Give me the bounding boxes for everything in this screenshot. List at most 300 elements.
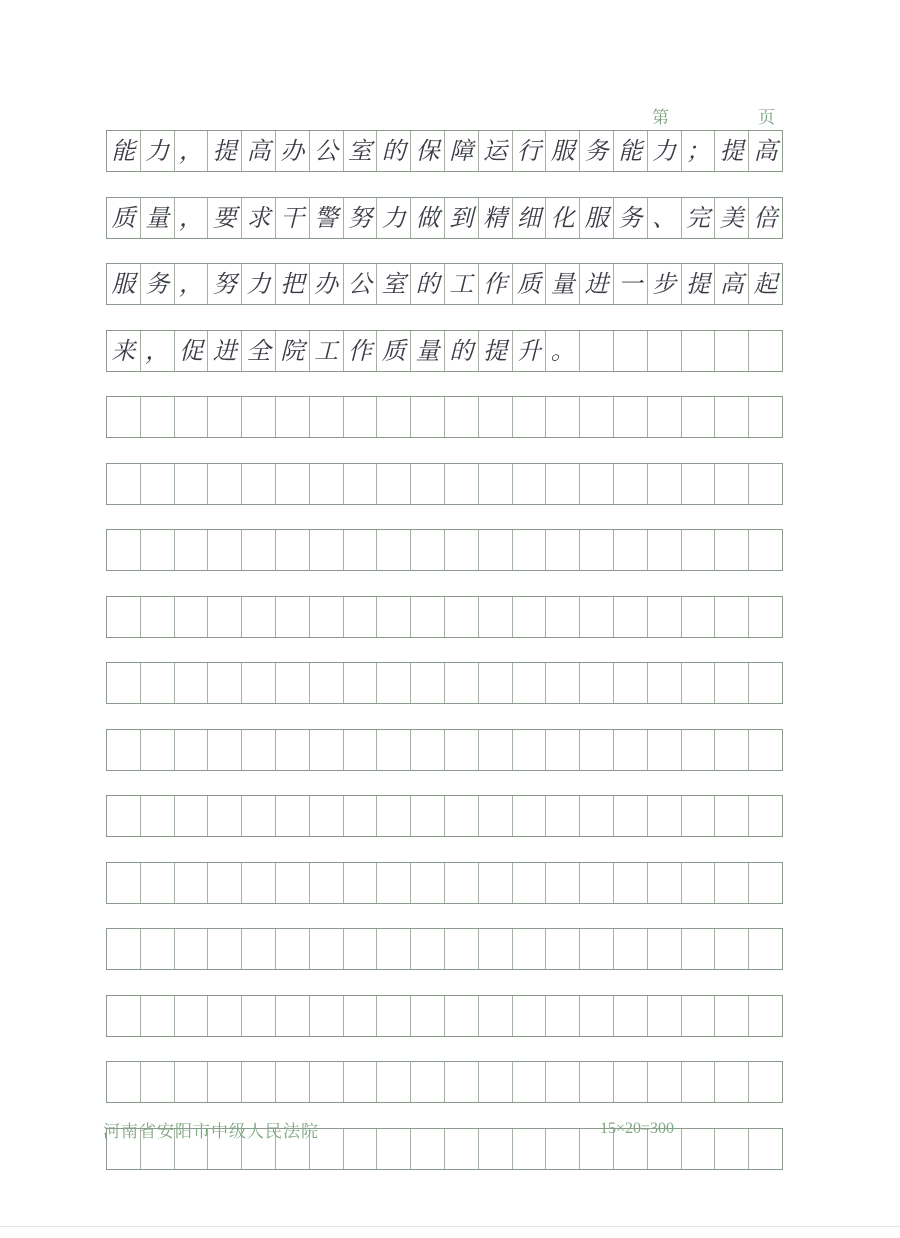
grid-cell xyxy=(377,464,411,504)
grid-cell xyxy=(377,730,411,770)
grid-cell xyxy=(411,796,445,836)
grid-cell xyxy=(411,397,445,437)
grid-cell xyxy=(310,530,344,570)
grid-cell xyxy=(546,530,580,570)
grid-cell xyxy=(208,730,242,770)
grid-row xyxy=(106,995,783,1037)
grid-cell xyxy=(107,1062,141,1102)
grid-cell xyxy=(445,1129,479,1169)
grid-cell xyxy=(749,929,782,969)
grid-cell: 促 xyxy=(175,331,209,371)
grid-cell xyxy=(715,863,749,903)
grid-cell xyxy=(513,464,547,504)
grid-cell xyxy=(141,730,175,770)
grid-cell xyxy=(276,863,310,903)
grid-cell xyxy=(310,796,344,836)
grid-cell xyxy=(208,863,242,903)
grid-cell xyxy=(141,397,175,437)
grid-cell xyxy=(411,530,445,570)
grid-cell: ， xyxy=(141,331,175,371)
grid-cell: 室 xyxy=(377,264,411,304)
grid-cell: 完 xyxy=(682,198,716,238)
grid-row xyxy=(106,729,783,771)
grid-cell: 提 xyxy=(682,264,716,304)
grid-cell xyxy=(580,464,614,504)
grid-cell xyxy=(377,996,411,1036)
grid-cell xyxy=(614,929,648,969)
grid-cell: 提 xyxy=(208,131,242,171)
grid-cell xyxy=(614,1062,648,1102)
grid-cell xyxy=(242,929,276,969)
grid-cell xyxy=(344,663,378,703)
grid-cell: 一 xyxy=(614,264,648,304)
grid-row xyxy=(106,197,783,239)
grid-cell xyxy=(411,863,445,903)
grid-cell: 倍 xyxy=(753,204,778,232)
grid-cell: 务 xyxy=(580,131,614,171)
grid-cell xyxy=(377,1129,411,1169)
grid-cell xyxy=(580,796,614,836)
grid-cell xyxy=(141,597,175,637)
grid-row xyxy=(106,396,783,438)
grid-cell xyxy=(141,1062,175,1102)
grid-cell: 进 xyxy=(580,264,614,304)
grid-cell xyxy=(344,1062,378,1102)
grid-cell xyxy=(107,530,141,570)
grid-cell xyxy=(175,464,209,504)
grid-cell xyxy=(580,1062,614,1102)
grid-cell: 院 xyxy=(276,331,310,371)
grid-cell: 努 xyxy=(208,264,242,304)
grid-cell xyxy=(513,796,547,836)
grid-cell: 来 xyxy=(107,331,141,371)
grid-cell xyxy=(749,996,782,1036)
grid-cell xyxy=(377,929,411,969)
grid-cell xyxy=(242,863,276,903)
grid-cell xyxy=(479,996,513,1036)
grid-cell xyxy=(682,663,716,703)
grid-cell xyxy=(580,663,614,703)
grid-cell xyxy=(175,996,209,1036)
grid-cell xyxy=(276,796,310,836)
grid-cell: 作 xyxy=(479,264,513,304)
grid-cell xyxy=(614,331,648,371)
grid-cell xyxy=(715,796,749,836)
grid-row xyxy=(106,529,783,571)
grid-cell xyxy=(715,929,749,969)
grid-cell xyxy=(648,796,682,836)
grid-cell xyxy=(546,1129,580,1169)
grid-cell xyxy=(276,464,310,504)
grid-cell xyxy=(445,663,479,703)
grid-cell xyxy=(175,863,209,903)
grid-cell xyxy=(580,863,614,903)
grid-cell xyxy=(411,996,445,1036)
grid-cell: 升 xyxy=(513,331,547,371)
grid-cell xyxy=(276,996,310,1036)
grid-cell xyxy=(175,1062,209,1102)
page-number-prefix: 第 xyxy=(652,108,669,128)
grid-cell xyxy=(715,331,749,371)
grid-cell: 公 xyxy=(344,264,378,304)
grid-cell xyxy=(479,397,513,437)
grid-cell xyxy=(682,530,716,570)
grid-cell xyxy=(107,996,141,1036)
grid-cell: 起 xyxy=(753,270,778,298)
grid-cell xyxy=(107,597,141,637)
grid-cell: 化 xyxy=(546,198,580,238)
grid-cell xyxy=(242,464,276,504)
grid-cell xyxy=(107,663,141,703)
grid-cell xyxy=(107,863,141,903)
grid-cell: 高 xyxy=(242,131,276,171)
grid-cell xyxy=(715,530,749,570)
grid-cell xyxy=(445,996,479,1036)
grid-cell: 进 xyxy=(208,331,242,371)
grid-cell xyxy=(175,597,209,637)
grid-cell xyxy=(715,663,749,703)
grid-cell: 警 xyxy=(310,198,344,238)
grid-cell: 全 xyxy=(242,331,276,371)
grid-cell xyxy=(377,863,411,903)
grid-cell: 质 xyxy=(377,331,411,371)
grid-cell xyxy=(175,397,209,437)
grid-cell xyxy=(107,796,141,836)
grid-cell xyxy=(411,1129,445,1169)
grid-cell xyxy=(715,1062,749,1102)
grid-cell xyxy=(445,730,479,770)
grid-cell xyxy=(377,597,411,637)
grid-cell xyxy=(715,730,749,770)
grid-cell xyxy=(546,597,580,637)
grid-cell xyxy=(445,796,479,836)
grid-cell xyxy=(344,863,378,903)
grid-cell xyxy=(546,397,580,437)
page-edge-line xyxy=(0,1226,900,1227)
grid-cell xyxy=(208,397,242,437)
grid-cell: 能 xyxy=(614,131,648,171)
grid-row xyxy=(106,662,783,704)
grid-cell xyxy=(648,397,682,437)
grid-cell xyxy=(175,730,209,770)
grid-cell xyxy=(242,597,276,637)
grid-cell xyxy=(546,730,580,770)
grid-cell xyxy=(513,1062,547,1102)
grid-cell: 量 xyxy=(141,198,175,238)
grid-cell: 求 xyxy=(242,198,276,238)
grid-cell xyxy=(310,397,344,437)
grid-cell xyxy=(377,796,411,836)
grid-row xyxy=(106,463,783,505)
grid-cell xyxy=(479,1062,513,1102)
grid-cell xyxy=(107,730,141,770)
grid-cell xyxy=(141,796,175,836)
grid-cell xyxy=(513,929,547,969)
grid-cell xyxy=(141,863,175,903)
grid-cell xyxy=(648,863,682,903)
grid-cell: 的 xyxy=(377,131,411,171)
grid-cell xyxy=(445,597,479,637)
grid-cell xyxy=(411,663,445,703)
grid-cell: 提 xyxy=(715,131,749,171)
grid-cell xyxy=(479,796,513,836)
grid-cell xyxy=(580,530,614,570)
grid-cell xyxy=(614,397,648,437)
grid-cell xyxy=(513,863,547,903)
grid-cell xyxy=(479,530,513,570)
grid-row xyxy=(106,862,783,904)
grid-cell xyxy=(377,397,411,437)
grid-cell: 工 xyxy=(445,264,479,304)
grid-cell xyxy=(242,996,276,1036)
grid-cell: 障 xyxy=(445,131,479,171)
grid-cell xyxy=(276,1062,310,1102)
grid-cell xyxy=(445,464,479,504)
grid-cell xyxy=(749,863,782,903)
grid-cell xyxy=(208,464,242,504)
grid-cell xyxy=(208,929,242,969)
grid-cell xyxy=(648,730,682,770)
grid-cell: 的 xyxy=(411,264,445,304)
grid-cell xyxy=(513,597,547,637)
grid-cell xyxy=(715,1129,749,1169)
grid-cell xyxy=(344,464,378,504)
grid-cell xyxy=(377,530,411,570)
grid-cell xyxy=(513,730,547,770)
grid-cell xyxy=(749,730,782,770)
grid-cell: 务 xyxy=(141,264,175,304)
grid-cell xyxy=(344,730,378,770)
grid-cell xyxy=(141,929,175,969)
grid-cell xyxy=(749,663,782,703)
grid-cell: 办 xyxy=(310,264,344,304)
grid-cell xyxy=(344,530,378,570)
grid-cell: 办 xyxy=(276,131,310,171)
grid-cell xyxy=(242,530,276,570)
grid-cell: 。 xyxy=(546,331,580,371)
grid-cell xyxy=(310,597,344,637)
grid-cell xyxy=(749,530,782,570)
grid-cell xyxy=(580,996,614,1036)
grid-cell xyxy=(614,597,648,637)
grid-cell xyxy=(648,331,682,371)
grid-cell xyxy=(107,464,141,504)
grid-cell xyxy=(411,1062,445,1102)
grid-cell xyxy=(107,397,141,437)
grid-cell xyxy=(208,796,242,836)
grid-cell: 质 xyxy=(513,264,547,304)
grid-cell xyxy=(614,530,648,570)
grid-cell: 把 xyxy=(276,264,310,304)
grid-cell xyxy=(445,929,479,969)
grid-cell: 高 xyxy=(715,264,749,304)
grid-row xyxy=(106,130,783,172)
grid-row xyxy=(106,330,783,372)
grid-cell xyxy=(242,1062,276,1102)
grid-row xyxy=(106,928,783,970)
grid-cell xyxy=(344,597,378,637)
grid-cell xyxy=(513,1129,547,1169)
grid-cell xyxy=(682,1062,716,1102)
grid-cell xyxy=(141,530,175,570)
grid-cell xyxy=(479,663,513,703)
grid-cell xyxy=(546,464,580,504)
grid-cell xyxy=(682,331,716,371)
grid-cell: 力 xyxy=(141,131,175,171)
grid-cell xyxy=(479,730,513,770)
grid-cell: 运 xyxy=(479,131,513,171)
grid-cell xyxy=(682,597,716,637)
grid-cell xyxy=(546,996,580,1036)
grid-cell xyxy=(648,597,682,637)
grid-row xyxy=(106,795,783,837)
grid-cell: 服 xyxy=(107,264,141,304)
grid-cell xyxy=(546,796,580,836)
grid-cell: 的 xyxy=(445,331,479,371)
grid-cell xyxy=(242,730,276,770)
grid-cell: ， xyxy=(175,198,209,238)
grid-row xyxy=(106,596,783,638)
grid-cell xyxy=(749,597,782,637)
grid-cell xyxy=(276,597,310,637)
grid-cell: 细 xyxy=(513,198,547,238)
grid-cell xyxy=(242,397,276,437)
grid-cell xyxy=(580,730,614,770)
grid-cell xyxy=(141,663,175,703)
grid-cell: 能 xyxy=(107,131,141,171)
grid-cell: 室 xyxy=(344,131,378,171)
grid-cell xyxy=(682,796,716,836)
grid-cell xyxy=(715,397,749,437)
grid-cell xyxy=(682,397,716,437)
grid-cell xyxy=(749,1062,782,1102)
page-number-suffix: 页 xyxy=(758,108,775,128)
grid-cell: ， xyxy=(175,131,209,171)
grid-cell xyxy=(411,929,445,969)
grid-cell xyxy=(310,929,344,969)
grid-cell xyxy=(141,464,175,504)
grid-cell xyxy=(648,996,682,1036)
grid-cell xyxy=(344,796,378,836)
grid-cell xyxy=(682,730,716,770)
grid-cell xyxy=(513,530,547,570)
grid-cell: 力 xyxy=(648,131,682,171)
grid-cell xyxy=(208,996,242,1036)
grid-cell xyxy=(614,464,648,504)
grid-cell xyxy=(513,996,547,1036)
grid-cell: 美 xyxy=(715,198,749,238)
grid-cell: 质 xyxy=(107,198,141,238)
grid-cell xyxy=(715,464,749,504)
grid-cell xyxy=(276,530,310,570)
grid-cell: 干 xyxy=(276,198,310,238)
grid-cell: 服 xyxy=(546,131,580,171)
grid-cell xyxy=(344,929,378,969)
grid-cell xyxy=(749,796,782,836)
grid-cell xyxy=(749,1129,782,1169)
grid-cell xyxy=(648,929,682,969)
court-name: 河南省安阳市中级人民法院 xyxy=(103,1122,319,1142)
grid-cell: ， xyxy=(175,264,209,304)
grid-cell: 量 xyxy=(411,331,445,371)
grid-cell: 作 xyxy=(344,331,378,371)
grid-cell: 量 xyxy=(546,264,580,304)
grid-cell xyxy=(310,1062,344,1102)
grid-cell xyxy=(580,597,614,637)
grid-cell xyxy=(208,663,242,703)
grid-cell: 做 xyxy=(411,198,445,238)
grid-cell: 服 xyxy=(580,198,614,238)
grid-cell xyxy=(107,929,141,969)
grid-cell xyxy=(445,863,479,903)
grid-cell: 行 xyxy=(513,131,547,171)
grid-cell: 保 xyxy=(411,131,445,171)
grid-cell: 要 xyxy=(208,198,242,238)
grid-cell xyxy=(344,1129,378,1169)
grid-cell xyxy=(445,397,479,437)
grid-cell: 务 xyxy=(614,198,648,238)
grid-cell: 工 xyxy=(310,331,344,371)
grid-cell: 精 xyxy=(479,198,513,238)
grid-cell: 、 xyxy=(648,198,682,238)
grid-cell xyxy=(411,597,445,637)
grid-cell xyxy=(344,996,378,1036)
grid-cell xyxy=(310,730,344,770)
grid-cell xyxy=(749,397,782,437)
grid-cell: 到 xyxy=(445,198,479,238)
grid-cell xyxy=(614,796,648,836)
grid-spec: 15×20=300 xyxy=(600,1120,675,1137)
grid-cell xyxy=(276,397,310,437)
grid-cell xyxy=(310,863,344,903)
grid-cell xyxy=(276,663,310,703)
grid-cell: 公 xyxy=(310,131,344,171)
grid-cell xyxy=(344,397,378,437)
grid-cell xyxy=(276,730,310,770)
grid-cell xyxy=(546,663,580,703)
grid-cell xyxy=(445,1062,479,1102)
grid-cell xyxy=(513,397,547,437)
grid-cell xyxy=(479,863,513,903)
grid-cell xyxy=(614,663,648,703)
grid-cell xyxy=(513,663,547,703)
grid-cell xyxy=(175,929,209,969)
grid-cell xyxy=(479,929,513,969)
grid-cell xyxy=(479,464,513,504)
grid-cell xyxy=(310,663,344,703)
grid-cell xyxy=(276,929,310,969)
grid-cell xyxy=(411,730,445,770)
grid-cell xyxy=(648,464,682,504)
grid-cell xyxy=(682,929,716,969)
grid-cell xyxy=(175,796,209,836)
grid-cell: 力 xyxy=(242,264,276,304)
grid-cell xyxy=(682,1129,716,1169)
grid-cell xyxy=(546,1062,580,1102)
grid-cell xyxy=(377,1062,411,1102)
grid-cell xyxy=(580,331,614,371)
grid-cell xyxy=(445,530,479,570)
grid-cell xyxy=(749,331,782,371)
grid-cell xyxy=(614,863,648,903)
grid-cell: 努 xyxy=(344,198,378,238)
grid-cell: 步 xyxy=(648,264,682,304)
grid-cell xyxy=(310,996,344,1036)
grid-cell xyxy=(648,663,682,703)
grid-cell xyxy=(614,730,648,770)
grid-cell: ； xyxy=(682,131,716,171)
grid-cell xyxy=(715,996,749,1036)
